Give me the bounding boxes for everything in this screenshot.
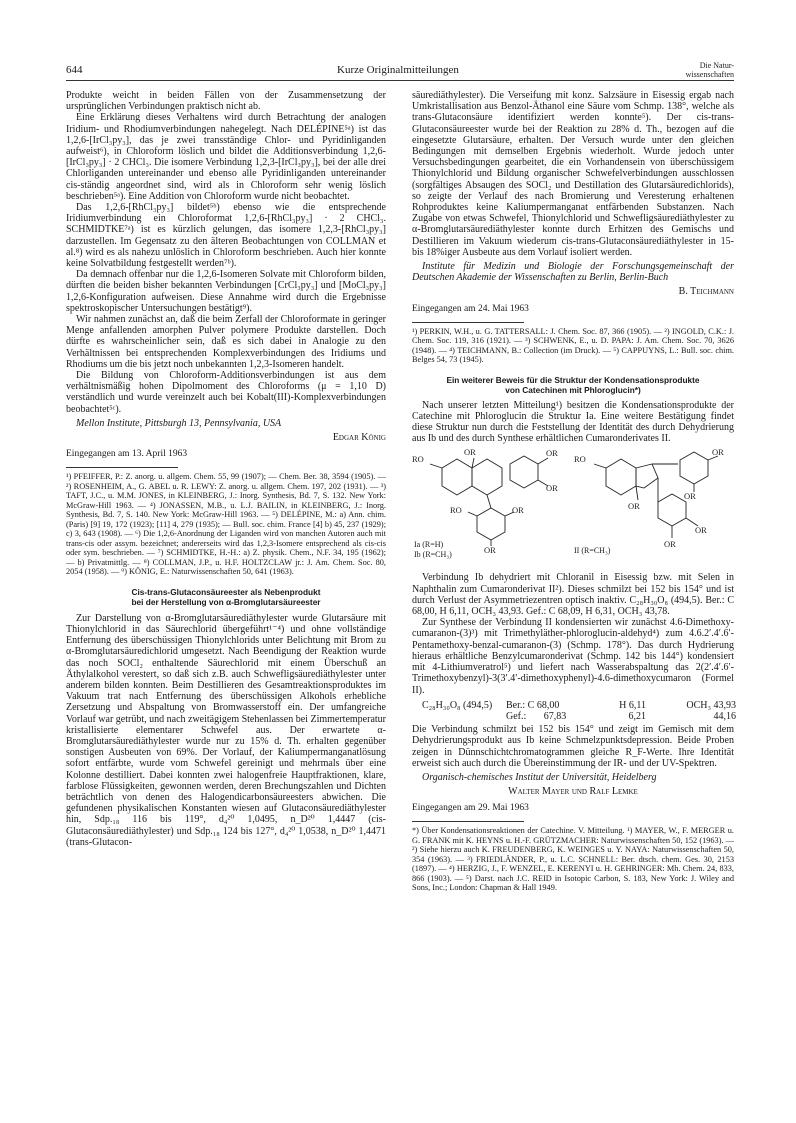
journal-name [686,61,734,79]
structure-label-ii: II (R=CH₃) [574,546,611,556]
structure-label: OR [695,525,707,536]
bond [636,486,638,500]
structure-label: OR [512,505,524,516]
ring-benzyl-right [680,452,708,484]
table-cell: OCH₃ 43,93 [686,699,736,711]
ring-b-right [658,494,686,526]
bond [430,464,442,468]
paragraph: Die Bildung von Chloroform-Additionsverbindungen ist aus dem verhältnismäßig hohen Dipolmoment des Chloroforms (μ = 1,10 D) verständlich und wurde vereinzelt auch bei Kobalt(III)-Komplexverbindungen beobachtet⁵ᶜ). [66,370,386,415]
footnotes: *) Über Kondensationsreaktionen der Catechine. V. Mitteilung. ¹) MAYER, W., F. MERGER u. G. FRANK mit K. HEYNS u. H.-F. GRÜTZMACHER: Naturwissenschaften 50, 152 (1963). — ²) Siehe hierzu auch K. FREUDENBERG, K. WEINGES u. Y. NAYA: Naturwissenschaften 50, 354 (1963). — ³) FRIEDLÄNDER, P., u. L.C. SCHNELL: Ber. dtsch. chem. Ges. 30, 2153 (1897). — ⁴) HERZIG, J., F. WENZEL, E. KERENYI u. H. GEHRINGER: Mh. Chem. 24, 833, 866 (1903). — ⁵) Darst. nach J.C. REID in Isotopic Carbon, S. 183, New York: J. Wiley and Sons, Inc.; London: Chapman & Hall 1949. [412,826,734,893]
structure-label: RO [574,454,586,465]
structure-label: OR [684,491,696,502]
received-date: Eingegangen am 29. Mai 1963 [412,803,529,814]
table-cell: 44,16 [713,710,736,722]
table-cell: Gef.: 67,83 [506,710,567,722]
ring-b-left [510,456,538,488]
ring-a-right [606,459,636,495]
paragraph: Zur Synthese der Verbindung II kondensierten wir zunächst 4.6-Dimethoxy-cumaranon-(3)³) mit Trimethyläther-phloroglucin-aldehyd⁴) zum 4.6.2′.4′.6′-Pentamethoxy-benzal-cumaranon-(3) (Schmp. 178°). Das durch Hydrierung hieraus erhältliche Benzylcumaronderivat (Schmp. 142 bis 144°) kondensiert mit 4-Lithiumveratrol⁵) und liefert nach Wasserabspaltung das 2(2′.4′.6′-Trimethoxybenzyl)-3(3′.4′-dimethoxyphenyl)-4.6-dimethoxycumaron (Formel II). [412,617,734,696]
footnote-rule [412,821,524,822]
paragraph: Eine Erklärung dieses Verhaltens wird durch Betrachtung der analogen Iridium- und Rhodiumverbindungen nahegelegt. Nach DELÉPINE⁵ᵃ) ist das 1,2,6-[IrCl₃py₃], das je zwei transständige Chlor- und Pyridinliganden aufweist⁶), in Chloroform löslich und bildet die Additionsverbindung 1,2,6-[IrCl₃py₃] · 2 CHCl₃. Die isomere Verbindung 1,2,3-[IrCl₃py₃], bei der alle drei Chlorliganden untereinander und ebenso alle Pyridinliganden untereinander cis-ständig angeordnet sind, wird als in Chloroform sehr wenig löslich beschrieben⁵ᵃ). Eine Addition von Chloroform wurde nicht beobachtet. [66,112,386,202]
journal-name-line2: wissenschaften [685,70,734,79]
structure-label-ib: Ib (R=CH₃) [414,550,452,560]
structure-label: OR [628,501,640,512]
table-cell [422,711,506,722]
bond [468,512,477,516]
section-title: Kurze Originalmitteilungen [337,64,459,76]
institute-affiliation: Mellon Institute, Pittsburgh 13, Pennsylvania, USA [76,417,282,429]
institute-affiliation: Organisch-chemisches Institut der Universität, Heidelberg [422,771,657,783]
structure-label: OR [546,448,558,459]
structure-label-ia: Ia (R=H) [414,540,444,550]
ring-a-left [442,459,472,495]
paragraph: Da demnach offenbar nur die 1,2,6-Isomeren Solvate mit Chloroform bilden, dürften die beiden bisher bekannten Verbindungen [CrCl₃py₃] und [MoCl₃py₃] 1,2,6-Konfiguration aufweisen. Diese Annahme wird durch die Ergebnisse spektroskopischer Untersuchungen bestätigt⁹). [66,269,386,314]
ring-c-left [472,459,502,495]
structure-label: OR [546,483,558,494]
structure-label: OR [484,545,496,556]
structure-label: RO [412,454,424,465]
paragraph: Produkte weicht in beiden Fällen von der Zusammensetzung der ursprünglichen Verbindungen praktisch nicht ab. [66,90,386,113]
article-separator [412,365,734,375]
structure-label: OR [712,447,724,458]
article-separator [66,577,386,587]
received-date: Eingegangen am 24. Mai 1963 [412,303,529,314]
bond [538,458,548,464]
author-name: Edgar König [332,432,386,444]
ring-furan-right [636,464,658,488]
bond [487,495,491,508]
bond [594,464,606,468]
article-title-line: bei der Herstellung von α-Bromglutarsäureester [131,596,321,607]
structure-label: RO [450,505,462,516]
paragraph: Zur Darstellung von α-Bromglutarsäurediäthylester wurde Glutarsäure mit Thionylchlorid in das Säurechlorid übergeführt¹⁻⁴) und ohne vollständige Entfernung des überschüssigen Thionylchlorids unter Belichtung mit Brom zu α-Bromglutarsäuredichlorid umgesetzt. Nach Beendigung der Reaktion wurde das noch SOCl₂ enthaltende Säurechlorid mit einem Überschuß an Äthylalkohol verestert, so daß sich z.B. auch Schwefligsäurediäthylester unter anderem bilden konnten. Beim Destillieren des Gesamtreaktionsproduktes im Vakuum trat nach Entfernung des überschüssigen Alkohols erhebliche Zersetzung und Abspaltung von Bromwasserstoff ein. Der umfangreiche Vorlauf war getrübt, und nach zweitägigem Stehenlassen bei Zimmertemperatur kristallisierte elementarer Schwefel aus. Der erwartete α-Bromglutarsäurediäthylester wurde nur zu 15% d. Th. erhalten gegenüber sonstigen Ausbeuten von 69%. Der Vorlauf, der Kaliumpermanganatlösung sofort entfärbte, wurde vom Schwefel gereinigt und mehrmals über eine Kolonne destilliert. Dabei konnten zwei halogenfreie Hauptfraktionen, klare, farblose Flüssigkeiten, gewonnen werden, deren Brechungszahlen und Dichten beträchtlich von denen des Halogendicarbonsäureesters abwichen. Die gefundenen physikalischen Konstanten wiesen auf Glutaconsäurediäthylester hin, Sdp.₁₈ 116 bis 119°, d₄²⁰ 1,0495, n_D²⁰ 1,4447 (cis-Glutaconsäurediäthylester) und Sdp.₁₈ 124 bis 127°, d₄²⁰ 1,0538, n_D²⁰ 1,4471 (trans-Glutacon- [66,612,386,848]
received-date: Eingegangen am 13. April 1963 [66,449,188,460]
article-title-line: von Catechinen mit Phloroglucin*) [505,384,641,395]
header-rule [66,80,734,81]
table-cell: 6,21 [628,710,646,722]
journal-name-line1: Die Natur- [699,61,734,70]
paragraph: Die Verbindung schmilzt bei 152 bis 154° und zeigt im Gemisch mit dem Dehydrierungsprodukt aus Ib keine Schmelzpunktsdepression. Beide Proben zeigen in Dünnschichtchromatogrammen gleiche R_F-Werte. Ihre Identität erweist sich auch durch die Übereinstimmung der IR- und der UV-Spektren. [412,724,734,769]
footnote-rule [66,467,178,468]
ring-phloroglucinol-left [477,508,505,540]
paragraph: Wir nahmen zunächst an, daß die beim Zerfall der Chloroformate in geringer Menge anfallenden amorphen Pulver polymere Produkte darstellen. Doch dürfte es wahrscheinlicher sein, daß es sich dabei in Analogie zu den Verhältnissen bei entsprechenden Komplexverbindungen des Iridiums und Rhodiums um die bis jetzt noch unbekannten 1,2,3-Isomeren handelt. [66,314,386,370]
paragraph: Nach unserer letzten Mitteilung¹) besitzen die Kondensationsprodukte der Catechine mit Phloroglucin die Struktur Ia. Eine weitere Bestätigung findet diese Struktur nun durch die Feststellung der Identität des durch Dehydrierung aus Ib und des durch Synthese erhältlichen Cumaronderivates II. [412,399,734,445]
paragraph: säurediäthylester). Die Verseifung mit konz. Salzsäure in Eisessig ergab nach Umkristallisation aus Benzol-Äthanol eine Säure vom Schmp. 138°, welche als trans-Glutaconsäure identifiziert werden konnte⁵). Der cis-trans-Glutaconsäureester wurde bei der Reaktion zu 28% d. Th., bezogen auf die eingesetzte Glutarsäure, erhalten. Der Versuch wurde unter den gleichen Bedingungen mit demselben Ergebnis wiederholt. Wurde jedoch unter Versuchsbedingungen gearbeitet, die ein Vorhandensein von überschüssigem Thionylchlorid und Bildung organischer Schwefelverbindungen ausschlossen (sorgfältiges Absaugen des SOCl₂ und Destillation des Glutarsäuredichlorids), so zeigte der Verlauf des nach Bromierung und Veresterung erhaltenen Rohproduktes keine Kaliumpermanganat entfärbenden Substanzen. Nach Zugabe von etwas Schwefel, Thionylchlorid und Schwefligsäurediäthylester zu α-Bromglutarsäurediäthylester konnte durch Erhitzen des Gemischs und Destillieren im Vakuum wiederum cis-trans-Glutaconsäurediäthylester in 15- bis 18%iger Ausbeute aus dem Vorlauf isoliert werden. [412,90,734,258]
author-name: Walter Mayer und Ralf Lemke [508,786,638,798]
chemical-structure-figure [412,446,734,568]
right-column [412,90,734,893]
structure-label: OR [464,447,476,458]
paragraph: Verbindung Ib dehydriert mit Chloranil in Eisessig bzw. mit Selen in Naphthalin zum Cumaronderivat II²). Dieses schmilzt bei 152 bis 154° und ist durch Verlust der Asymmetriezentren optisch inaktiv. C₂₈H₃₀O₈ (494,5). Ber.: C 68,00, H 6,11, OCH₃ 43,93. Gef.: C 68,09, H 6,31, OCH₃ 43,78. [412,572,734,618]
footnotes: ¹) PERKIN, W.H., u. G. TATTERSALL: J. Chem. Soc. 87, 366 (1905). — ²) INGOLD, C.K.: J. Chem. Soc. 119, 316 (1921). — ³) SCHWENK, E., u. D. PAPA: J. Am. Chem. Soc. 70, 3626 (1948). — ⁴) TEICHMANN, B.: Collection (im Druck). — ⁵) CAPPUYNS, L.: Bull. soc. chim. Belges 54, 73 (1945). [412,326,734,365]
table-cell: H 6,11 [619,699,646,711]
author-name: B. Teichmann [678,286,734,298]
structure-label: OR [664,539,676,550]
table-cell: Ber.: C 68,00 [506,699,560,711]
paragraph: Das 1,2,6-[RhCl₃py₃] bildet⁵ᵇ) ebenso wie die entsprechende Iridiumverbindung ein Chloroformat 1,2,6-[RhCl₃py₃] · 2 CHCl₃. SCHMIDTKE⁷ᵃ) ist es kürzlich gelungen, das isomere 1,2,3-[RhCl₃py₃] darzustellen. Im Gegensatz zu den älteren Beobachtungen von COLLMAN et al.⁸) wird es als nahezu unlöslich in Chloroform beschrieben. Auch hier konnte keine Solvatbildung festgestellt werden⁷ᵇ). [66,202,386,270]
page-number: 644 [66,64,83,76]
footnotes: ¹) PFEIFFER, P.: Z. anorg. u. allgem. Chem. 55, 99 (1907); — Chem. Ber. 38, 3594 (1905). — ²) ROSENHEIM, A., G. ABEL u. R. LEWY: Z. anorg. u. allgem. Chem. 197, 202 (1931). — ³) TAFT, J.C., u. M.M. JONES, in KLEINBERG, J.: Inorg. Synthesis, Bd. 7, S. 132. New York: McGraw-Hill 1963. — ⁴) JONASSEN, M.B., u. L.J. BAILIN, in KLEINBERG, J.: Inorg. Synthesis, Bd. 7, S. 140. New York: McGraw-Hill 1963. — ⁵) DELÉPINE, M.: a) Ann. chim. (Paris) [9] 19, 172 (1923); [11] 4, 279 (1935); — Bull. soc. chim. France [4] b) 45, 237 (1929); c) 3, 643 (1908). — ⁶) Die 1,2,6-Anordnung der Liganden wird von manchen Autoren auch mit trans-cis oder assym. bezeichnet; andererseits wird das 1,2,3-Isomere entsprechend als cis-cis oder sym. beschrieben. — ⁷) SCHMIDTKE, H.-H.: a) Z. physik. Chem., N.F. 34, 195 (1962); — b) Privatmittlg. — ⁸) COLLMAN, J.P., u. H.F. HOLTZCLAW jr.: J. Am. Chem. Soc. 80, 2054 (1958). — ⁹) KÖNIG, E.: Naturwissenschaften 50, 641 (1963). [66,472,386,577]
article-title-line: Ein weiterer Beweis für die Struktur der Kondensationsprodukte [446,374,700,385]
left-column [66,90,386,848]
table-cell: C₂₈H₃₀O₈ (494,5) [422,699,493,711]
footnote-rule [412,322,524,323]
institute-affiliation: Institute für Medizin und Biologie der Forschungsgemeinschaft der Deutschen Akademie der Wissenschaften zu Berlin, Berlin-Buch [412,261,734,284]
elemental-analysis-table [422,700,734,722]
article-title-line: Cis-trans-Glutaconsäureester als Nebenprodukt [131,586,321,597]
